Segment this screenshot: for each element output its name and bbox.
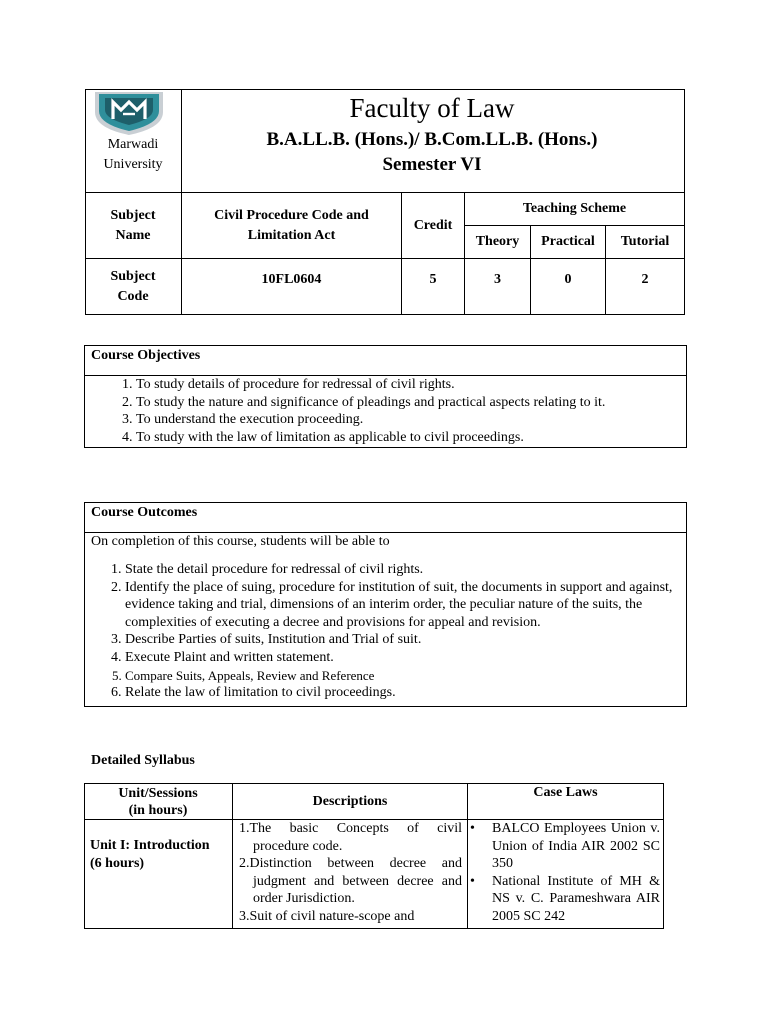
case-law-item: • National Institute of MH & NS v. C. Parameshwara AIR 2005 SC 242	[470, 873, 660, 924]
teaching-scheme-label: Teaching Scheme	[522, 201, 627, 216]
programme-title: B.A.LL.B. (Hons.)/ B.Com.LL.B. (Hons.)	[266, 129, 598, 150]
course-outcomes-title: Course Outcomes	[85, 503, 686, 533]
credit-value: 5	[429, 272, 437, 287]
tutorial-label: Tutorial	[620, 234, 670, 249]
subject-code-value: 10FL0604	[261, 272, 322, 287]
bullet-icon: •	[470, 821, 475, 836]
semester-title: Semester VI	[382, 154, 482, 175]
column-header-descriptions: Descriptions	[312, 793, 388, 809]
course-objectives-list	[85, 376, 686, 446]
outcome-item: 1. State the detail procedure for redressal of civil rights.	[125, 561, 678, 579]
syllabus-table	[84, 783, 664, 929]
course-header-table	[85, 89, 685, 315]
subject-name-value: Civil Procedure Code and Limitation Act	[214, 207, 369, 243]
course-objectives-title: Course Objectives	[85, 346, 686, 376]
detailed-syllabus-heading: Detailed Syllabus	[91, 753, 195, 768]
objective-item: 4. To study with the law of limitation as applicable to civil proceedings.	[136, 429, 686, 447]
practical-label: Practical	[541, 234, 595, 249]
course-outcomes-list	[85, 561, 686, 702]
column-header-case-laws: Case Laws	[533, 785, 598, 800]
outcome-item: 5. Compare Suits, Appeals, Review and Reference	[125, 667, 678, 685]
theory-label: Theory	[475, 234, 520, 249]
bullet-icon: •	[470, 873, 475, 889]
course-objectives-box	[84, 345, 687, 448]
faculty-title: Faculty of Law	[349, 93, 515, 123]
credit-label: Credit	[413, 217, 453, 233]
course-outcomes-box	[84, 502, 687, 707]
description-item: 1.The basic Concepts of civil procedure code.	[239, 821, 462, 854]
tutorial-value: 2	[641, 272, 649, 287]
syllabus-row-unit: Unit I: Introduction (6 hours)	[90, 838, 210, 871]
university-name: Marwadi University	[103, 137, 163, 172]
objective-item: 3. To understand the execution proceeding.	[136, 411, 686, 429]
practical-value: 0	[564, 272, 572, 287]
objective-item: 1. To study details of procedure for redressal of civil rights.	[136, 376, 686, 394]
outcome-item: 6. Relate the law of limitation to civil proceedings.	[125, 684, 678, 702]
theory-value: 3	[494, 272, 501, 287]
course-outcomes-intro: On completion of this course, students will be able to	[91, 534, 390, 549]
syllabus-row-descriptions	[239, 820, 462, 927]
outcome-item: 2. Identify the place of suing, procedure for institution of suit, the documents in support and against, evidence taking and trial, dimensions of an interim order, the peculiar nature of the suits, the complexities of executing a decree and provisions for appeal and revision.	[125, 579, 678, 632]
description-item: 3.Suit of civil nature-scope and	[239, 908, 415, 924]
objective-item: 2. To study the nature and significance of pleadings and practical aspects relating to it.	[136, 394, 686, 412]
subject-name-label: Subject Name	[110, 207, 156, 243]
outcome-item: 4. Execute Plaint and written statement.	[125, 649, 678, 667]
column-header-unit: Unit/Sessions (in hours)	[118, 786, 198, 818]
outcome-item: 3. Describe Parties of suits, Institution and Trial of suit.	[125, 631, 678, 649]
marwadi-university-logo	[91, 90, 167, 136]
syllabus-row-case-laws	[470, 820, 660, 927]
subject-code-label: Subject Code	[110, 268, 156, 304]
case-law-item: • BALCO Employees Union v. Union of India AIR 2002 SC 350	[470, 821, 660, 872]
description-item: 2.Distinction between decree and judgment and between decree and order Jurisdiction.	[239, 856, 462, 907]
